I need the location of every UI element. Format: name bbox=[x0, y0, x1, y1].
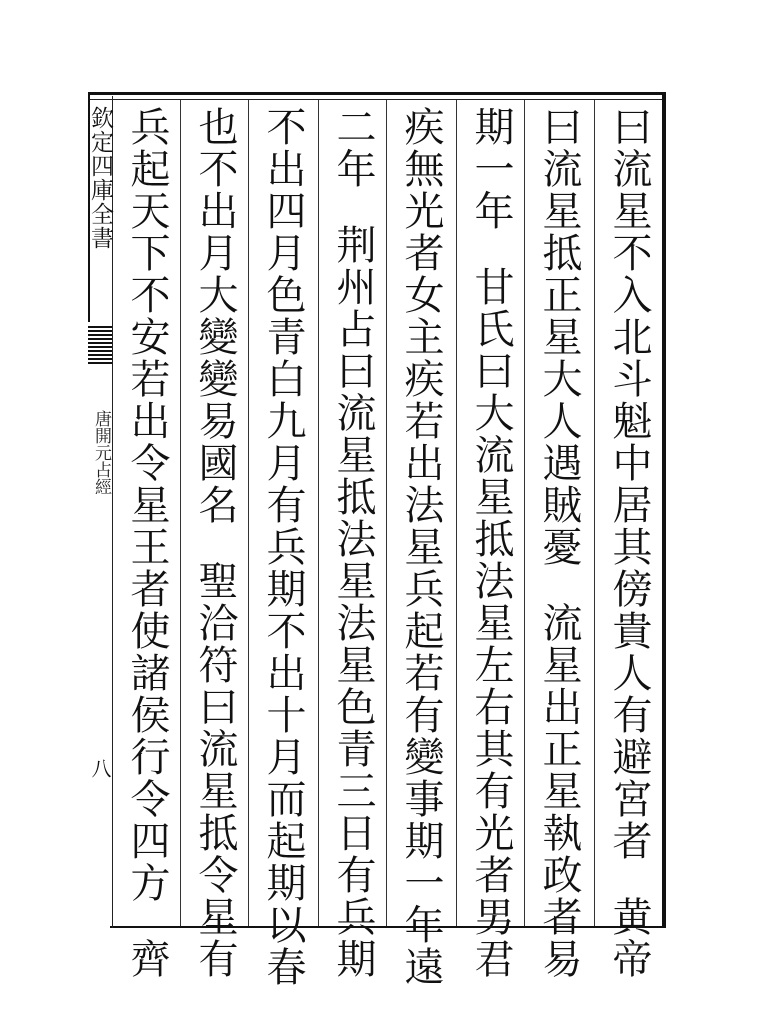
text-column-6 bbox=[254, 106, 312, 988]
column-separator bbox=[180, 100, 181, 926]
fishtail-ornament bbox=[88, 326, 112, 364]
text-segment: 黄帝 bbox=[606, 896, 652, 980]
text-column-1 bbox=[600, 106, 658, 980]
column-separator bbox=[524, 100, 525, 926]
frame-right-border bbox=[662, 92, 666, 928]
text-segment: 曰流星不入北斗魁中居其傍貴人有避宮者 bbox=[606, 106, 652, 862]
text-segment: 齊 bbox=[124, 938, 170, 980]
frame-top-inner-border bbox=[88, 99, 666, 100]
text-segment: 曰流星抵正星大人遇賊憂 bbox=[536, 106, 582, 568]
column-separator bbox=[318, 100, 319, 926]
column-separator bbox=[386, 100, 387, 926]
text-column-5 bbox=[324, 106, 382, 980]
text-segment: 甘氏曰大流星抵法星左右其有光者男君 bbox=[468, 266, 514, 980]
column-separator bbox=[456, 100, 457, 926]
text-column-7 bbox=[186, 106, 244, 980]
collection-title: 欽定四庫全書 bbox=[87, 106, 113, 250]
text-segment: 聖洽符曰流星抵令星有 bbox=[192, 560, 238, 980]
text-segment: 不出四月色青白九月有兵期不出十月而起期以春 bbox=[260, 106, 306, 988]
text-column-2 bbox=[530, 106, 588, 980]
text-column-4 bbox=[392, 106, 450, 988]
page-number: 八 bbox=[88, 758, 112, 778]
text-segment: 兵起天下不安若出令星王者使諸侯行令四方 bbox=[124, 106, 170, 904]
column-separator bbox=[594, 100, 595, 926]
text-segment: 荆州占曰流星抵法星法星色青三日有兵期 bbox=[330, 224, 376, 980]
frame-top-border bbox=[88, 92, 666, 95]
text-segment: 流星出正星執政者易 bbox=[536, 602, 582, 980]
text-segment: 疾無光者女主疾若出法星兵起若有變事期一年遠 bbox=[398, 106, 444, 988]
text-column-3 bbox=[462, 106, 520, 980]
text-column-8 bbox=[118, 106, 176, 980]
text-segment: 也不出月大變變易國名 bbox=[192, 106, 238, 526]
text-segment: 期一年 bbox=[468, 106, 514, 232]
book-title: 唐開元占經 bbox=[91, 410, 111, 495]
text-segment: 二年 bbox=[330, 106, 376, 190]
column-separator bbox=[248, 100, 249, 926]
